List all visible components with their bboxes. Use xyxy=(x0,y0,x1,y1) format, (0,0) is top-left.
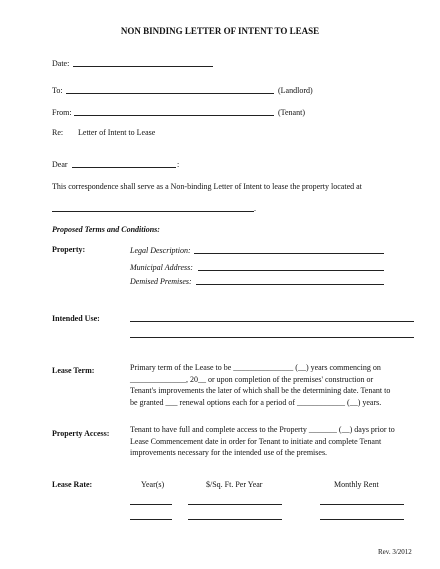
municipal-address-label: Municipal Address: xyxy=(130,263,193,272)
document-title: NON BINDING LETTER OF INTENT TO LEASE xyxy=(120,26,320,36)
lease-term-label: Lease Term: xyxy=(52,366,95,375)
legal-description-field[interactable] xyxy=(194,253,384,254)
revision-label: Rev. 3/2012 xyxy=(378,548,412,556)
lease-rate-monthly-field-1[interactable] xyxy=(320,504,404,505)
lease-term-line-2: ______________, 20__ or upon completion of the premises' construction or xyxy=(130,374,374,384)
legal-description-label: Legal Description: xyxy=(130,246,191,255)
lease-rate-sqft-field-2[interactable] xyxy=(188,519,282,520)
intro-text: This correspondence shall serve as a Non-binding Letter of Intent to lease the property located at xyxy=(52,182,362,191)
property-access-label: Property Access: xyxy=(52,429,110,438)
lease-rate-sqft-field-1[interactable] xyxy=(188,504,282,505)
property-location-field[interactable] xyxy=(52,211,254,212)
dear-colon: : xyxy=(177,160,180,169)
property-access-text xyxy=(130,424,395,459)
lease-rate-monthly-header: Monthly Rent xyxy=(334,480,379,489)
date-label: Date: xyxy=(52,59,70,68)
re-text: Letter of Intent to Lease xyxy=(78,128,156,137)
lease-rate-sqft-header: $/Sq. Ft. Per Year xyxy=(206,480,263,489)
proposed-terms-heading: Proposed Terms and Conditions: xyxy=(52,225,160,234)
lease-rate-monthly-field-2[interactable] xyxy=(320,519,404,520)
intro-period: . xyxy=(254,204,256,213)
intended-use-field-1[interactable] xyxy=(130,321,414,322)
municipal-address-field[interactable] xyxy=(198,270,384,271)
landlord-field[interactable] xyxy=(66,93,274,94)
property-access-line-3: improvements necessary for the intended use of the premises. xyxy=(130,448,328,457)
tenant-field[interactable] xyxy=(74,115,274,116)
lease-rate-label: Lease Rate: xyxy=(52,480,93,489)
lease-rate-years-field-1[interactable] xyxy=(130,504,172,505)
dear-field[interactable] xyxy=(72,167,176,168)
demised-premises-label: Demised Premises: xyxy=(130,277,192,286)
from-label: From: xyxy=(52,108,72,117)
intended-use-field-2[interactable] xyxy=(130,337,414,338)
lease-term-line-3: Tenant's improvements the later of which shall be the determining date. Tenant to xyxy=(130,386,391,395)
lease-rate-years-header: Year(s) xyxy=(141,480,165,489)
landlord-label: (Landlord) xyxy=(278,86,313,95)
property-label: Property: xyxy=(52,245,86,254)
re-label: Re: xyxy=(52,128,64,137)
intended-use-label: Intended Use: xyxy=(52,314,100,323)
demised-premises-field[interactable] xyxy=(196,284,384,285)
lease-rate-years-field-2[interactable] xyxy=(130,519,172,520)
to-label: To: xyxy=(52,86,63,95)
lease-term-line-4: be granted ___ renewal options each for a period of ____________ (__) years. xyxy=(130,397,382,407)
date-field[interactable] xyxy=(73,66,213,67)
lease-term-text xyxy=(130,362,390,408)
tenant-label: (Tenant) xyxy=(278,108,305,117)
property-access-line-1: Tenant to have full and complete access to the Property _______ (__) days prior to xyxy=(130,425,395,434)
property-access-line-2: Lease Commencement date in order for Tenant to initiate and complete Tenant xyxy=(130,436,382,446)
dear-label: Dear xyxy=(52,160,68,169)
lease-term-line-1: Primary term of the Lease to be _______________ (__) years commencing on xyxy=(130,363,381,372)
